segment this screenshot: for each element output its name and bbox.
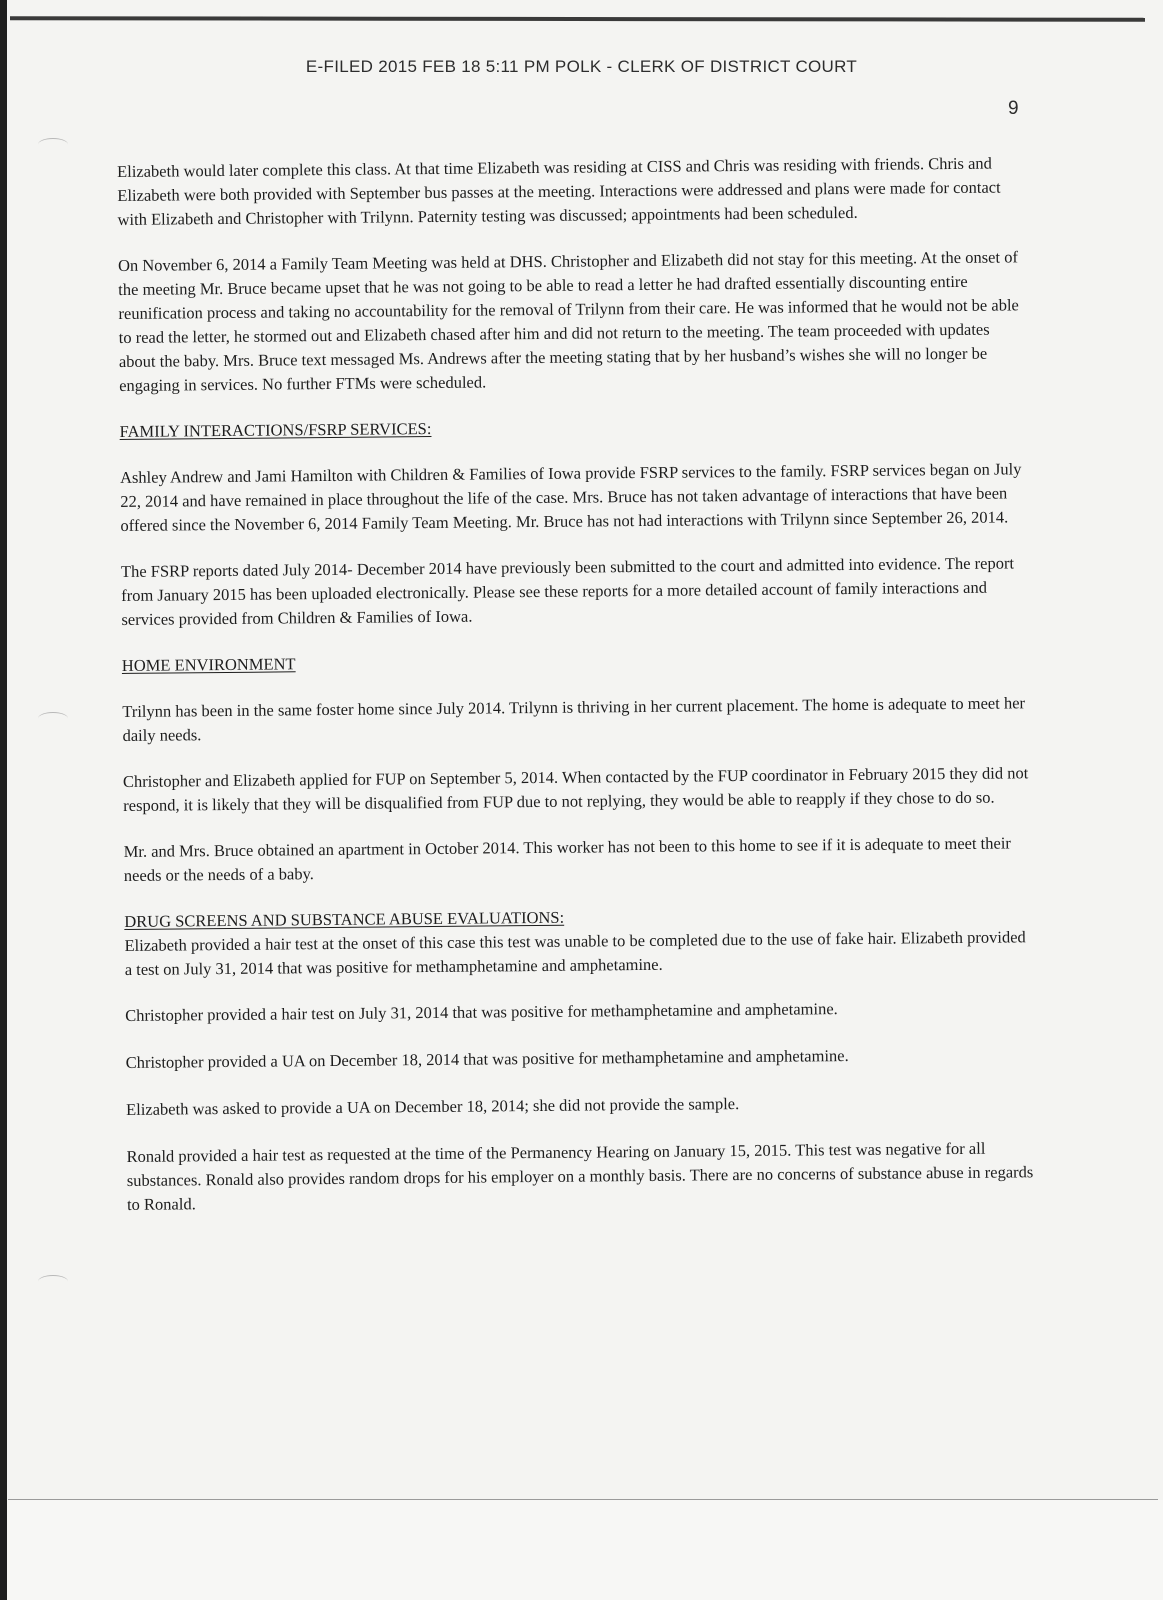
filing-stamp: E-FILED 2015 FEB 18 5:11 PM POLK - CLERK OF DISTRICT COURT (305, 57, 858, 76)
paragraph-family-team-meeting: On November 6, 2014 a Family Team Meeting was held at DHS. Christopher and Elizabeth did not stay for this meeting. At the onset of the meeting Mr. Bruce became upset that he was not going to be able to read a letter he had drafted essentially discounting entire reunification process and taking no accountability for the removal of Trilynn from their care. He was informed that he would not be able to read the letter, he stormed out and Elizabeth chased after him and did not return to the meeting. The team proceeded with updates about the baby. Mrs. Bruce text messaged Ms. Andrews after the meeting stating that by her husband’s wishes she will no longer be engaging in services. No further FTMs were scheduled. (117, 247, 1019, 395)
paragraph-fup-application: Christopher and Elizabeth applied for FUP on September 5, 2014. When contacted by the FUP coordinator in February 2015 they did not respond, it is likely that they will be disqualified from FUP due to not replying, they would be able to reapply if they chose to do so. (122, 763, 1029, 815)
scan-top-rule (10, 16, 1145, 22)
page-number: 9 (1008, 98, 1019, 119)
heading-drug-screens: DRUG SCREENS AND SUBSTANCE ABUSE EVALUATIONS: (124, 907, 565, 931)
paragraph-christopher-ua: Christopher provided a UA on December 18, 2014 that was positive for methamphetamine and amphetamine. (125, 1046, 849, 1072)
paragraph-fsrp-services: Ashley Andrew and Jami Hamilton with Children & Families of Iowa provide FSRP services to the family. FSRP services began on July 22, 2014 and have remained in place throughout the life of the case. Mrs. Bruce has not taken advantage of interactions that have been offered since the November 6, 2014 Family Team Meeting. Mr. Bruce has not had interactions with Trilynn since September 26, 2014. (119, 459, 1022, 535)
punch-mark (38, 138, 68, 151)
paragraph-elizabeth-hair-test: Elizabeth provided a hair test at the onset of this case this test was unable to be completed due to the use of fake hair. Elizabeth provided a test on July 31, 2014 that was positive for methamphetamine and amphetamine. (124, 927, 1026, 979)
paragraph-foster-home: Trilynn has been in the same foster home since July 2014. Trilynn is thriving in her current placement. The home is adequate to meet her daily needs. (122, 693, 1026, 745)
document-body (117, 151, 1037, 1239)
paragraph-christopher-hair-test: Christopher provided a hair test on July 31, 2014 that was positive for methamphetamine and amphetamine. (125, 999, 838, 1025)
heading-family-interactions: FAMILY INTERACTIONS/FSRP SERVICES: (119, 418, 432, 441)
punch-mark (38, 712, 68, 725)
scan-left-edge (0, 0, 7, 1600)
paragraph-apartment: Mr. and Mrs. Bruce obtained an apartment in October 2014. This worker has not been to this home to see if it is adequate to meet their needs or the needs of a baby. (123, 833, 1011, 885)
paragraph-ronald-hair-test: Ronald provided a hair test as requested at the time of the Permanency Hearing on January 15, 2015. This test was negative for all substances. Ronald also provides random drops for his employer on a monthly basis. There are no concerns of substance abuse in regards to Ronald. (126, 1138, 1034, 1214)
paragraph-fsrp-reports: The FSRP reports dated July 2014- December 2014 have previously been submitted to the court and admitted into evidence. The report from January 2015 has been uploaded electronically. Please see these reports for a more detailed account of family interactions and services provided from Children & Families of Iowa. (120, 553, 1015, 629)
heading-home-environment: HOME ENVIRONMENT (121, 654, 296, 675)
punch-mark (38, 1275, 68, 1288)
scan-bottom-margin (7, 1500, 1163, 1600)
paragraph-class-completion: Elizabeth would later complete this class. At that time Elizabeth was residing at CISS and Chris was residing with friends. Chris and Elizabeth were both provided with September bus passes at the meeting. Interactions were addressed and plans were made for contact with Elizabeth and Christopher with Trilynn. Paternity testing was discussed; appointments had been scheduled. (117, 153, 1001, 229)
paragraph-elizabeth-ua: Elizabeth was asked to provide a UA on December 18, 2014; she did not provide the sample. (126, 1094, 740, 1119)
